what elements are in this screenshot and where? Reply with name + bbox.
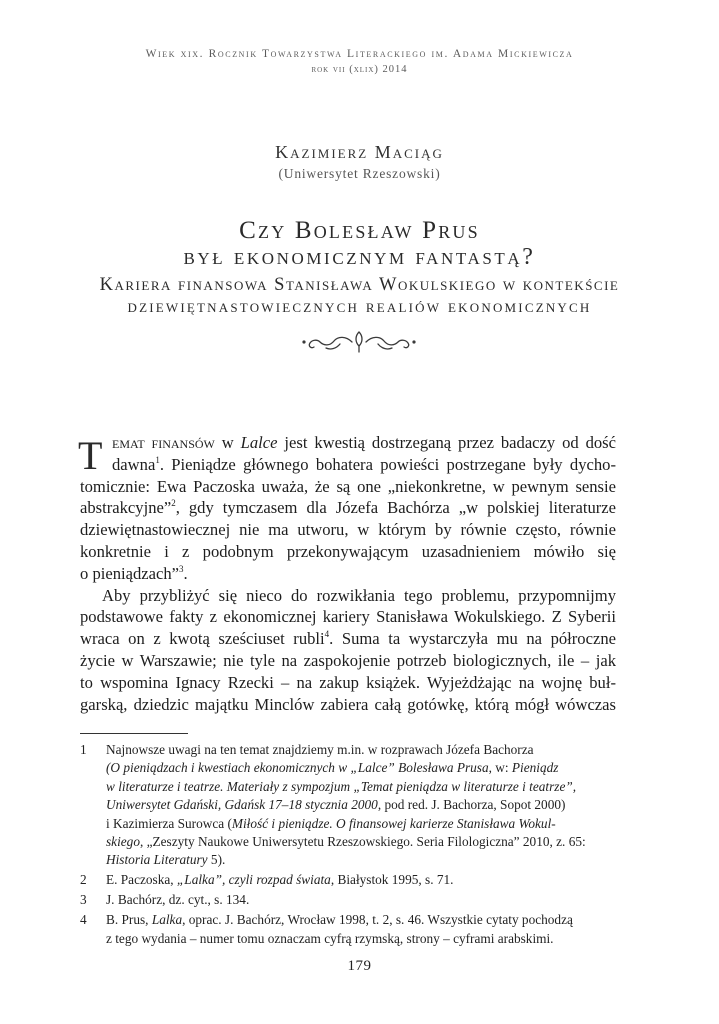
footnote-line xyxy=(106,759,616,777)
footnote-line xyxy=(106,833,616,851)
italic-run: (O pieniądzach i kwestiach ekonomicznych w „Lalce” Bolesława Prusa xyxy=(106,760,489,776)
fleuron-ornament-icon xyxy=(300,328,418,356)
text-run: , oprac. J. Bachórz, Wrocław 1998, t. 2, s. 46. Wszystkie cytaty pochodzą xyxy=(182,912,573,928)
body-line: podstawowe fakty z ekonomicznej kariery Stanisława Wokulskiego. Z Syberii xyxy=(80,607,616,627)
footnotes xyxy=(80,741,616,949)
body-line xyxy=(80,497,616,519)
footnote-3 xyxy=(80,891,616,909)
footnote-number: 2 xyxy=(80,872,87,888)
body-line xyxy=(80,628,616,650)
italic-run: Uniwersytet Gdański, Gdańsk 17–18 stycznia 2000 xyxy=(106,797,378,813)
text-run: dawna xyxy=(112,454,156,474)
footnote-number: 3 xyxy=(80,892,87,908)
footnote-ref[interactable]: 3 xyxy=(179,563,184,574)
footnote-number: 1 xyxy=(80,742,87,757)
text-run: , gdy tymczasem dla Józefa Bachórza „w polskiej literaturze xyxy=(175,498,616,518)
footnote-1 xyxy=(80,741,616,870)
footnote-line xyxy=(106,815,616,833)
text-run: E. Paczoska, xyxy=(106,872,177,888)
work-title: Lalce xyxy=(240,433,278,452)
body-line: to wspomina Ignacy Rzecki – na zakup książek. Wyjeżdżając na wojnę buł- xyxy=(80,672,616,692)
footnote-line: Najnowsze uwagi na ten temat znajdziemy m.in. w rozprawach Józefa Bachorza xyxy=(106,742,534,757)
text-run: wraca on z kwotą sześciuset rubli xyxy=(80,629,325,649)
article-title xyxy=(0,218,719,320)
body-line: garską, dziedzic majątku Minclów zabiera całą gotówkę, którą mógł wówczas xyxy=(80,694,616,714)
body-line: tomicznie: Ewa Paczoska uważa, że są one „niekonkretne, w pewnym sensie xyxy=(80,476,616,496)
footnote-2 xyxy=(80,871,616,889)
subtitle-line-1: Kariera finansowa Stanisława Wokulskiego w kontekście xyxy=(99,275,620,295)
text-run: o pieniądzach” xyxy=(80,563,180,583)
body-line xyxy=(80,454,616,476)
text-run: , „Zeszyty Naukowe Uniwersytetu Rzeszowskiego. Seria Filologiczna” 2010, z. 65: xyxy=(139,834,586,850)
page-number: 179 xyxy=(347,958,372,974)
footnote-4 xyxy=(80,911,616,948)
italic-run: „Lalka”, czyli rozpad świata xyxy=(176,872,331,888)
text-run: jest kwestią dostrzeganą przez badaczy od dość xyxy=(277,433,616,452)
footnote-line xyxy=(106,796,616,814)
body-line xyxy=(80,563,616,585)
paragraph-2 xyxy=(80,585,616,716)
text-run: , Białystok 1995, s. 71. xyxy=(330,872,454,888)
body-line: dziewiętnastowiecznej nie ma utworu, w którym by równie często, równie xyxy=(80,520,616,540)
footnote-line xyxy=(106,778,616,796)
footnote-divider xyxy=(80,733,188,734)
journal-issue: rok vii (xlix) 2014 xyxy=(311,64,408,75)
text-run: , pod red. J. Bachorza, Sopot 2000) xyxy=(377,797,566,813)
title-line-2: był ekonomicznym fantastą? xyxy=(183,244,536,270)
italic-run: Miłość i pieniądze. O finansowej karierze Stanisława Wokul- xyxy=(231,815,556,831)
footnote-line xyxy=(106,851,616,869)
author-affiliation: (Uniwersytet Rzeszowski) xyxy=(278,166,441,181)
footnote-number: 4 xyxy=(80,912,87,928)
article-body xyxy=(80,432,616,715)
text-run: . Pieniądze głównego bohatera powieści postrzegane były dycho- xyxy=(159,454,616,474)
text-run: . Suma ta wystarczyła mu na półroczne xyxy=(329,629,616,649)
small-caps-opening: emat finansów xyxy=(112,433,215,452)
text-run: i Kazimierza Surowca ( xyxy=(106,815,232,831)
italic-run: skiego xyxy=(106,834,140,850)
footnote-line: z tego wydania – numer tomu oznaczam cyfrą rzymską, strony – cyframi arabskimi. xyxy=(106,930,554,946)
footnote-line xyxy=(106,911,616,929)
subtitle-line-2: dziewiętnastowiecznych realiów ekonomicznych xyxy=(127,297,592,317)
footnote-line xyxy=(106,871,616,889)
drop-cap: T xyxy=(78,433,103,478)
body-line: Aby przybliżyć się nieco do rozwikłania tego problemu, przypomnijmy xyxy=(102,585,616,605)
title-line-1: Czy Bolesław Prus xyxy=(239,217,480,244)
text-run: . xyxy=(183,563,188,583)
italic-run: Lalka xyxy=(151,912,183,928)
footnote-ref[interactable]: 1 xyxy=(155,454,160,465)
italic-run: Historia Literatury xyxy=(106,852,208,868)
footnote-ref[interactable]: 4 xyxy=(324,629,330,640)
running-header xyxy=(0,48,719,75)
text-run: abstrakcyjne” xyxy=(80,498,172,518)
journal-title: Wiek xix. Rocznik Towarzystwa Literackiego im. Adama Mickiewicza xyxy=(145,48,574,60)
paragraph-1 xyxy=(80,432,616,585)
footnote-ref[interactable]: 2 xyxy=(171,498,176,509)
author-name: Kazimierz Maciąg xyxy=(275,142,444,162)
body-line xyxy=(80,432,616,454)
footnote-line: J. Bachórz, dz. cyt., s. 134. xyxy=(106,892,250,908)
text-run: , w: xyxy=(488,760,512,776)
text-run: 5). xyxy=(207,852,226,868)
italic-run: Pieniądz xyxy=(511,760,559,776)
italic-run: w literaturze i teatrze. Materiały z sympozjum „Temat pieniądza w literaturze i teatrze”, xyxy=(106,778,577,794)
body-line: konkretnie i z podobnym przekonywającym uzasadnieniem mówiło się xyxy=(80,541,616,561)
text-run: B. Prus, xyxy=(106,912,152,928)
body-line: życie w Warszawie; nie tyle na zaspokojenie potrzeb biologicznych, ile – jak xyxy=(80,650,616,670)
text-run: w xyxy=(214,433,241,452)
